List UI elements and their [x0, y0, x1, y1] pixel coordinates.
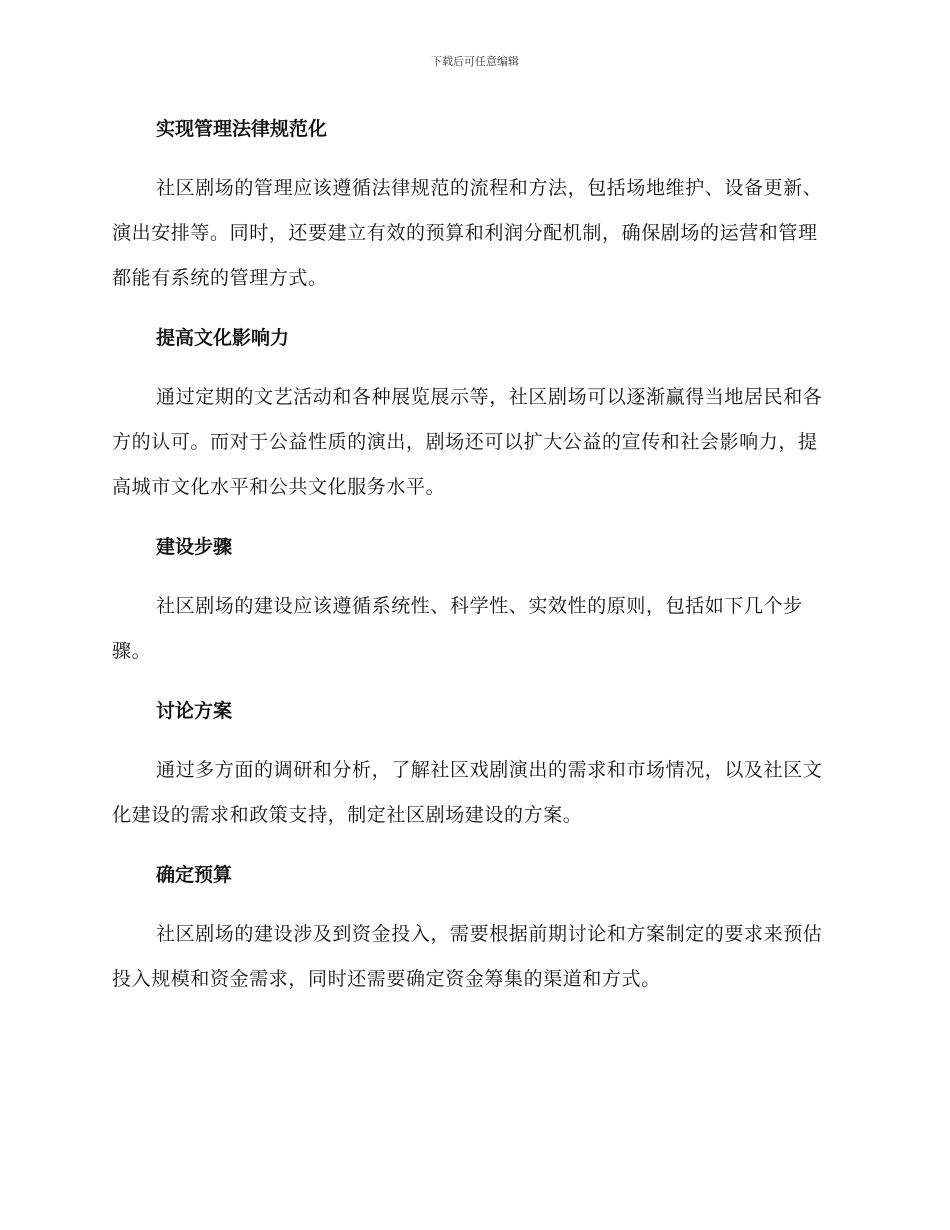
section-paragraph: 社区剧场的建设应该遵循系统性、科学性、实效性的原则，包括如下几个步骤。	[112, 595, 803, 662]
section-heading: 建设步骤	[156, 536, 233, 558]
section-construction-steps	[112, 530, 832, 674]
section-heading: 讨论方案	[156, 700, 233, 722]
section-cultural-influence	[112, 321, 832, 510]
section-budget	[112, 858, 832, 1002]
section-discuss-plan	[112, 694, 832, 838]
section-paragraph: 社区剧场的建设涉及到资金投入，需要根据前期讨论和方案制定的要求来预估投入规模和资金需求，同时还需要确定资金筹集的渠道和方式。	[112, 923, 823, 990]
section-heading: 确定预算	[156, 864, 233, 886]
section-paragraph: 社区剧场的管理应该遵循法律规范的流程和方法，包括场地维护、设备更新、演出安排等。同时，还要建立有效的预算和利润分配机制，确保剧场的运营和管理都能有系统的管理方式。	[112, 177, 823, 289]
section-paragraph: 通过多方面的调研和分析，了解社区戏剧演出的需求和市场情况，以及社区文化建设的需求和政策支持，制定社区剧场建设的方案。	[112, 759, 823, 826]
section-paragraph: 通过定期的文艺活动和各种展览展示等，社区剧场可以逐渐赢得当地居民和各方的认可。而对于公益性质的演出，剧场还可以扩大公益的宣传和社会影响力，提高城市文化水平和公共文化服务水平。	[112, 386, 823, 498]
page-header: 下载后可任意编辑	[431, 55, 519, 68]
section-heading: 提高文化影响力	[156, 327, 290, 349]
section-heading: 实现管理法律规范化	[156, 118, 328, 140]
document-body	[112, 112, 832, 1022]
section-legal-management	[112, 112, 832, 301]
